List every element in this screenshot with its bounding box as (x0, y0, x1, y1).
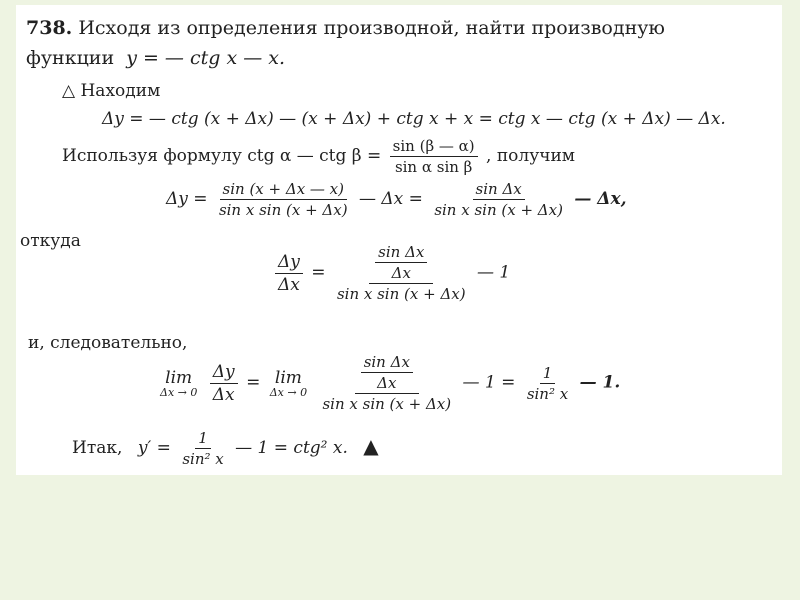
function-label: функции (26, 47, 115, 69)
eq2-fraction-1 (216, 180, 351, 219)
formula-numerator: sin (β — α) (390, 137, 478, 157)
result-line (72, 429, 379, 468)
eq2-f1-denominator: sin x sin (x + Δx) (218, 201, 348, 219)
eq4-right-denominator: sin² x (526, 384, 569, 403)
eq3-inner-denominator: Δx (391, 264, 411, 282)
formula-line (62, 137, 575, 176)
function-definition: y = — ctg x — x. (126, 47, 285, 69)
formula-intro: Используя формулу ctg α — ctg β = (62, 146, 382, 166)
eq4-lim-sub: Δx → 0 (160, 385, 198, 399)
delta-y-equation: Δy = — ctg (x + Δx) — (x + Δx) + ctg x + x = ctg x — ctg (x + Δx) — Δx. (102, 109, 726, 129)
eq4-right-fraction (524, 364, 571, 403)
eq4-big-numerator (355, 353, 419, 394)
result-fraction (179, 429, 226, 468)
eq4-tail: — 1. (579, 372, 621, 393)
eq4-lim-right (270, 368, 307, 399)
finding-line (62, 81, 160, 101)
eq3-inner-numerator: sin Δx (375, 243, 427, 263)
eq2-f1-numerator: sin (x + Δx — x) (220, 180, 347, 200)
eq4-lim-word: lim (165, 367, 193, 388)
eq3-tail: — 1 (477, 262, 511, 283)
eq4-lim-word-2: lim (274, 367, 302, 388)
consequently-label: и, следовательно, (28, 333, 188, 353)
eq4-lim-left (160, 368, 197, 399)
textbook-page (16, 5, 782, 475)
eq4-inner-fraction (361, 353, 413, 392)
eq4-left-fraction (210, 362, 238, 405)
equation-2 (166, 180, 627, 219)
eq4-left-denominator: Δx (212, 384, 235, 405)
start-triangle-icon: △ (62, 81, 76, 101)
eq2-f2-denominator: sin x sin (x + Δx) (434, 201, 563, 219)
equation-4 (156, 353, 620, 413)
result-numerator: 1 (195, 429, 211, 449)
eq2-middle: — Δx = (358, 189, 423, 209)
eq2-tail: — Δx, (574, 189, 627, 209)
eq3-left-denominator: Δx (278, 274, 300, 295)
formula-denominator: sin α sin β (394, 158, 473, 176)
eq2-lhs: Δy = (166, 189, 208, 209)
formula-fraction (390, 137, 478, 176)
eq3-equals: = (311, 262, 326, 283)
problem-statement-line1 (26, 17, 665, 39)
result-tail: — 1 = ctg² x. (235, 438, 348, 458)
eq3-left-numerator: Δy (275, 252, 303, 274)
thus-label: Итак, (72, 438, 123, 458)
eq4-inner-numerator: sin Δx (361, 353, 413, 373)
eq4-right-numerator: 1 (540, 364, 556, 384)
eq3-left-fraction (275, 252, 303, 295)
result-lhs: y′ = (137, 438, 171, 458)
eq4-big-denominator: sin x sin (x + Δx) (322, 395, 452, 413)
formula-after: , получим (486, 146, 576, 166)
eq4-inner-denominator: Δx (377, 374, 397, 392)
eq2-fraction-2 (431, 180, 566, 219)
result-denominator: sin² x (182, 450, 224, 468)
whence-label: откуда (20, 231, 81, 251)
problem-text: Исходя из определения производной, найти производную (78, 17, 665, 39)
eq3-big-numerator (369, 243, 433, 284)
eq3-big-fraction (334, 243, 469, 303)
eq4-lim-sub-2: Δx → 0 (269, 385, 308, 399)
finding-label: Находим (80, 81, 161, 101)
problem-number: 738. (26, 17, 73, 39)
equation-3 (272, 243, 510, 303)
eq3-inner-fraction (375, 243, 427, 282)
eq4-left-numerator: Δy (210, 362, 238, 384)
eq4-equals: = (246, 372, 261, 393)
eq3-big-denominator: sin x sin (x + Δx) (336, 285, 466, 303)
problem-statement-line2 (26, 47, 285, 69)
eq4-middle: — 1 = (462, 372, 516, 393)
eq2-f2-numerator: sin Δx (473, 180, 525, 200)
eq4-big-fraction (319, 353, 454, 413)
end-triangle-icon: ▲ (363, 434, 379, 458)
